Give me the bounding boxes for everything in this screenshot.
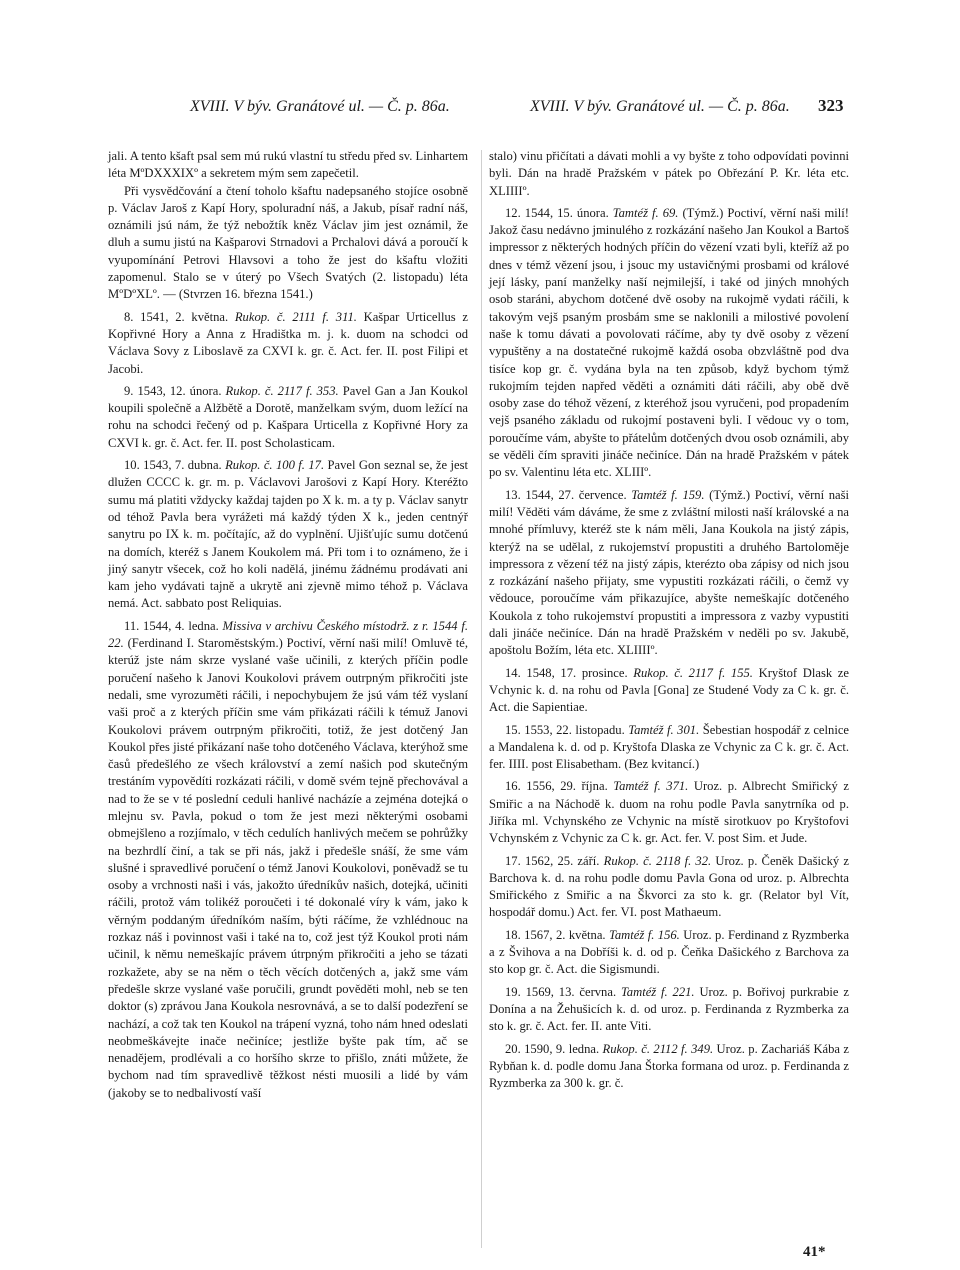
entry-14-head: 14. 1548, 17. prosince. bbox=[505, 665, 628, 680]
entry-15-ref: Tamtéž f. 301. bbox=[628, 722, 700, 737]
entry-15-text: Šebestian hospodář z celnice a Mandalena k. d. od p. Kryštofa Dlaska ze Vchynic za C k. gr. č. Act. fer. IIII. post Elisabetham. (Bez kvitancí.) bbox=[489, 722, 849, 772]
entry-8 bbox=[108, 309, 468, 378]
entry-16-head: 16. 1556, 29. října. bbox=[505, 779, 608, 794]
paragraph-testimony: Při vysvědčování a čtení toholo kšaftu nadepsaného stojíce osobně p. Václav Jaroš z Kapí Hory, spoluradní náš, a Jakub, písař radní náš, oznámili jsú nám, že týž nebožtík kněz Václav jim jest oznámil, že dluh a sumu jistú na Kašparovi Strnadovi a Prchalovi dává a poroučí k vyupomínání Petrovi Hlavsovi a toho že jest do kšaftu vložiti zapomenul. Stalo se v úterý po Všech Svatých (2. listopadu) léta MºDºXLº. — (Stvrzen 16. března 1541.) bbox=[108, 183, 468, 302]
entry-12-note: (Týmž.) bbox=[682, 205, 724, 220]
printer-signature-mark: 41* bbox=[803, 1244, 826, 1260]
entry-8-ref: Rukop. č. 2111 f. 311. bbox=[234, 309, 357, 324]
paragraph-continued: jali. A tento kšaft psal sem mú rukú vlastní tu středu před sv. Linhartem léta MºDXXXIXº a sekretem mým sem zapečetil. bbox=[108, 149, 468, 181]
right-column bbox=[489, 148, 849, 1092]
entry-10-ref: Rukop. č. 100 f. 17. bbox=[225, 458, 325, 473]
entry-12-text: Poctiví, věrní naši milí! Jakož času nedávno jminulého z rozkázání našeho Jan Koukol a Bartoš impressor z některých hodných příčin do vězení vzati byli, kteříž až po dnes v témž vězení jsou, i jsouc my ustavičnými prosbami od králové její lásky, paní manželky naší nejmilejší, i také od jiných mnohých osob staráni, abychom dotčené dvě osoby na rukojmě vydati ráčili, k takovým vejš psaným prosbám sme se naklonili a milostivé povolení naše k tomu dávati a povolovati ráčíme, aby ty dvě osoby z vězení vypuštěny a na dostatečné rukojmě každá osoba obzvláštně pod dva tisíce kop gr. č. vydána byla na ten způsob, když bychom týmž rukojmím tejden napřed věděti a oznámiti dáti ráčili, aby obě dvě osoby zase do téhož vězení, z kteréhož jsou vyručeni, pod propadením vejš psaného základu od rukojmí postaveni byli. I vědouc vy o tom, poroučíme vám, abyšte to přátelům dotčených dvou osob oznámili, aby se věděli čím spraviti jináče nečiníce. Dán na hradě Pražském v pátek po sv. Valentinu léta etc. XLIIIº. bbox=[489, 205, 849, 480]
entry-17-text: Uroz. p. Čeněk Dašický z Barchova k. d. na rohu podle domu Pavla Gona od uroz. p. Albrechta Smiřického z Smiřic a na Škvorci za sto k. gr. (Relator byl Vít, hospodář domu.) Act. fer. VI. post Mathaeum. bbox=[489, 853, 849, 920]
entry-14-ref: Rukop. č. 2117 f. 155. bbox=[633, 665, 753, 680]
entry-11-head: 11. 1544, 4. ledna. bbox=[124, 618, 219, 633]
entry-15 bbox=[489, 722, 849, 774]
entry-11-ref: Missiva v archivu Českého místodrž. z r. 1544 f. 22. bbox=[108, 618, 468, 651]
entry-10-head: 10. 1543, 7. dubna. bbox=[124, 458, 222, 473]
entry-9-text: Pavel Gan a Jan Koukol koupili společně a Alžbětě a Dorotě, manželkam svým, duom ležící na rohu na schodci řečený od p. Kašpara Urticella z Kopřivné Hory za CXVI k. gr. č. Act. fer. II. post Scholasticam. bbox=[108, 383, 468, 450]
paragraph-continued-right: stalo) vinu přičítati a dávati mohli a vy byšte z toho odpovídati povinni byli. Dán na hradě Pražském v pátek po Obřezání P. Kr. léta etc. XLIIIIº. bbox=[489, 149, 849, 198]
entry-15-head: 15. 1553, 22. listopadu. bbox=[505, 722, 625, 737]
entry-18 bbox=[489, 927, 849, 979]
entry-8-text: Kašpar Urticellus z Kopřivné Hory a Anna z Hradištka m. j. k. duom na schodci od Václava Sovy z Liboslavě za CXVI k. gr. č. Act. fer. II. post Filipi et Jacobi. bbox=[108, 309, 468, 376]
entry-18-head: 18. 1567, 2. května. bbox=[505, 927, 606, 942]
running-header-left: XVIII. V býv. Granátové ul. — Č. p. 86a. bbox=[190, 98, 450, 115]
entry-8-head: 8. 1541, 2. května. bbox=[124, 309, 229, 324]
entry-12 bbox=[489, 205, 849, 482]
entry-13-note: (Týmž.) bbox=[709, 487, 751, 502]
entry-19-head: 19. 1569, 13. června. bbox=[505, 984, 617, 999]
entry-10 bbox=[108, 457, 468, 613]
entry-16-text: Uroz. p. Albrecht Smiřický z Smiřic a na Náchodě k. duom na rohu podle Pavla sanytrníka od p. Jiříka ml. Vchynského ze Vchynic na místě sirotkuov po Kryštofovi Vchynském z Vchynic za C k. gr. Act. fer. V. post Sim. et Jude. bbox=[489, 779, 849, 846]
entry-11-ref-note: (Ferdinand I. Staroměstským.) bbox=[127, 636, 283, 651]
entry-13-text: Poctiví, věrní naši milí! Věděti vám dáváme, že sme z zvláštní milosti naší královské a na mnohé přímluvy, kteréž ste k nám měli, Jana Koukola na jistý zápis, kterýž na se udělal, z rukojemství propustiti a druhého Bartoloměje impressora z vězení též na jistý zápis, kterézto oba zápisy od nich jsou z rozkázání našeho přijaty, sme vypustiti rozkázati ráčili, o čemž vy vědouce, poroučíme vám přikazujíce, abyšte nemeškajíc dotčeného Koukola z toho rukojemství propustiti a impressora z vazby vypustiti dali jináče nečiníce. Dán na hradě Pražském v neděli po sv. Jakubě, apoštolu Božím, léta etc. XLIIIIº. bbox=[489, 487, 850, 658]
entry-19 bbox=[489, 984, 849, 1036]
running-header-right: XVIII. V býv. Granátové ul. — Č. p. 86a. bbox=[530, 98, 790, 115]
entry-14-text: Kryštof Dlask ze Vchynic k. d. na rohu od Pavla [Gona] ze Studené Vody za C k. gr. č. Act. die Sapientiae. bbox=[489, 665, 849, 715]
entry-13-ref: Tamtéž f. 159. bbox=[631, 487, 705, 502]
entry-20-head: 20. 1590, 9. ledna. bbox=[505, 1041, 600, 1056]
entry-17-head: 17. 1562, 25. září. bbox=[505, 853, 600, 868]
page-number: 323 bbox=[818, 96, 844, 115]
entry-19-text: Uroz. p. Bořivoj purkrabie z Donína a na Žehušicích k. d. od uroz. p. Ferdinanda z Ryzmberka za sto k. gr. č. Act. fer. II. ante Viti. bbox=[489, 984, 849, 1034]
entry-12-head: 12. 1544, 15. února. bbox=[505, 205, 609, 220]
entry-10-text: Pavel Gon seznal se, že jest dlužen CCCC k. gr. m. p. Václavovi Jarošovi z Kapí Hory. Kteréžto sumu má platiti vždycky každaj tajden po X k. m. a ty p. Václav sanytr od téhož Pavla bera vyrážeti má každý týden X k., jeden centnýř sanytru po IX k. m. počítajíc, až do vyplnění. Ujišťujíc sumu dotčenú na domích, kteréž s Janem Koukolem má. Při tom i to oznámeno, že i jiný sanytr všecek, což ho koli nadělá, jinému žádnému prodávati ani kam jeho vydávati tajně a ukrytě ani zjevně mimo téhož p. Václava nemá. Act. sabbato post Reliquias. bbox=[108, 458, 469, 611]
entry-13-head: 13. 1544, 27. července. bbox=[505, 487, 627, 502]
entry-19-ref: Tamtéž f. 221. bbox=[620, 984, 695, 999]
entry-12-ref: Tamtéž f. 69. bbox=[612, 205, 679, 220]
entry-9 bbox=[108, 383, 468, 452]
entry-9-ref: Rukop. č. 2117 f. 353. bbox=[225, 383, 339, 398]
entry-17 bbox=[489, 853, 849, 922]
entry-20-ref: Rukop. č. 2112 f. 349. bbox=[602, 1041, 714, 1056]
entry-13 bbox=[489, 487, 849, 660]
entry-14 bbox=[489, 665, 849, 717]
entry-9-head: 9. 1543, 12. února. bbox=[124, 383, 222, 398]
entry-16-ref: Tamtéž f. 371. bbox=[613, 779, 689, 794]
entry-11 bbox=[108, 618, 468, 1102]
entry-20 bbox=[489, 1041, 849, 1093]
entry-16 bbox=[489, 778, 849, 847]
entry-20-text: Uroz. p. Zachariáš Kába z Rybňan k. d. podle domu Jana Štorka formana od uroz. p. Ferdinanda z Ryzmberka za 300 k. gr. č. bbox=[489, 1041, 850, 1091]
entry-11-text: Poctiví, věrní naši milí! Omluvě té, kterúž jste nám skrze vyslané vaše učinili, z kterých příčin podle poručení našeho k Janovi Koukolovi právem outrpným přikročiti jste nedali, sme vyrozuměti ráčili, i nepochybujem že jsú vám též vyslaní vaši proč a z kterých příčin sme vám přikázati ráčili k témuž Janovi Koukolovi právem outrpným přikročiti, totiž, že jest dotčený Jan Koukol přes jisté přikázaní naše toho dotčeného Václava, kterýhož sme časů předešlého ze všech království a zemí našich pod skutečným trestáním vypovědíti rozkázati ráčili, v domě svém tejně přechovával a nad to že se v té poslední ceduli hanlivé nacházíe a zejména dotejká o mlejnu sv. Pavla, pokud o tom že jest mezi některými osobami obmejšleno a rozjímalo, v těch cedulích hanlivých mečem se pohrůžky na bezhrdlí činí, a tak se při nás, jakž i předešle snáší, že sme vám slušné i spravedlivé poručení o témž Janovi Koukolovi, poněvadž se tu osoby a vrchnosti naši i vás, jakožto úředníkův našich, dotejká, učiniti ráčili, protož vám tolikéž poroučeti i té dokonalé víry k vám, jako k věrným poddaným úředníkóm naším, býti ráčíme, že vzhlédnouc na rozkaz náš i povinnost vaši i také na to, což jest týž Koukol proti nám učinil, k němu nemeškajíc právem útrpným přikročiti a jeho se tázati rozkažete, aby se na něm o těch věcích dotčených a, jakž sme vám předešle skrze vyslané vaše poručili, grundt pověděti mohl, neb se ten doktor (s) zprávou Jana Koukola nesrovnává, a se to další podezření se nachází, a což tak ten Koukol na trápení vyzná, toho nám hned odeslati neobmeškávejte inače nečiníce; jestliže byšte pak tím, ač se nenadějem, prodlévali a co horšího skrze to přišlo, znáti můžete, že bychom nad tím spravedlivě těžkost nésti muosili a lidé by vám (jakoby se to nedbalivostí vaší bbox=[108, 636, 468, 1100]
entry-18-ref: Tamtéž f. 156. bbox=[609, 927, 680, 942]
entry-17-ref: Rukop. č. 2118 f. 32. bbox=[603, 853, 712, 868]
left-column bbox=[108, 148, 468, 1102]
entry-18-text: Uroz. p. Ferdinand z Ryzmberka a z Švihova a na Dobříši k. d. od p. Čeňka Dašického z Barchova za sto kop gr. č. Act. die Sigismundi. bbox=[489, 927, 850, 977]
column-divider bbox=[481, 150, 482, 1248]
